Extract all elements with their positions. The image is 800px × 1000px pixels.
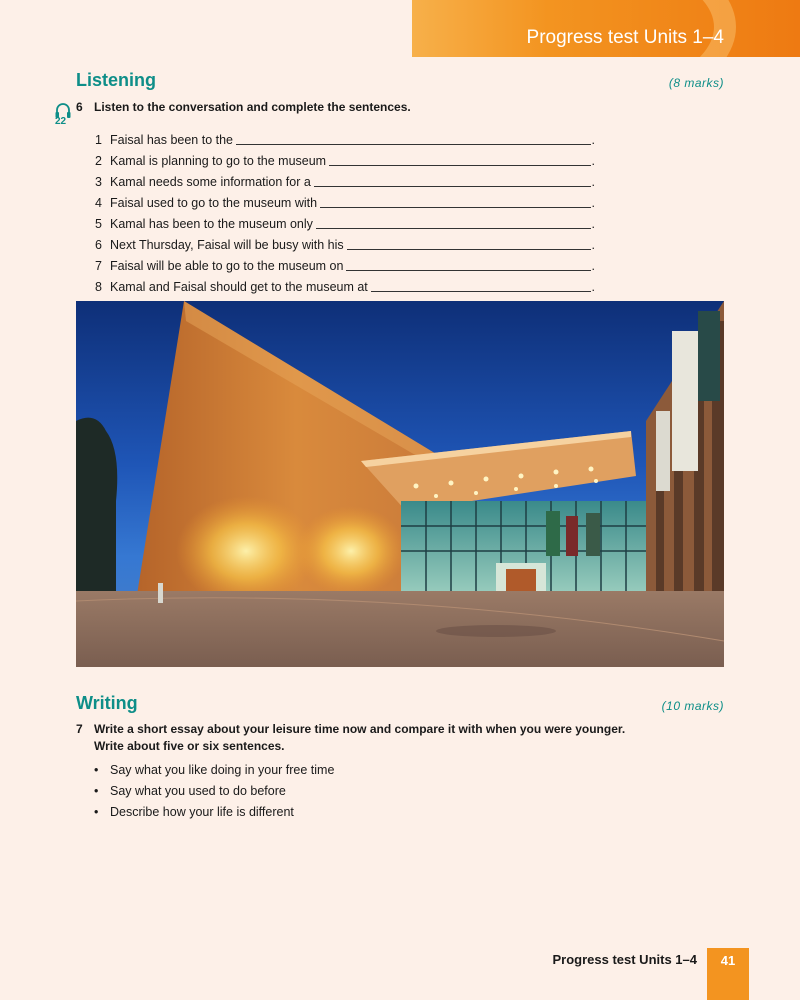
page-number-box: [707, 948, 749, 1000]
exercise-number: 6: [76, 100, 83, 114]
page-number: 41: [720, 953, 736, 968]
question-number: 6: [95, 238, 102, 252]
question-text: Faisal has been to the: [110, 133, 233, 147]
header-banner: [412, 0, 800, 57]
writing-bullet-list: [94, 763, 334, 826]
question-number: 3: [95, 175, 102, 189]
writing-instruction: [76, 721, 625, 755]
question-text: Faisal will be able to go to the museum on: [110, 259, 344, 273]
instruction-text-line1: Write a short essay about your leisure time now and compare it with when you were younger.: [94, 722, 626, 736]
answer-blank[interactable]: [346, 261, 590, 271]
question-number: 5: [95, 217, 102, 231]
question-item: 2 Kamal is planning to go to the museum .: [95, 154, 595, 168]
listening-instruction: [76, 99, 411, 116]
question-text: Kamal has been to the museum only: [110, 217, 313, 231]
bullet-icon: •: [94, 784, 99, 798]
question-text: Faisal used to go to the museum with: [110, 196, 318, 210]
question-item: 8 Kamal and Faisal should get to the museum at .: [95, 280, 595, 294]
answer-blank[interactable]: [314, 177, 591, 187]
question-number: 7: [95, 259, 102, 273]
exercise-number: 7: [76, 722, 83, 736]
question-item: 5 Kamal has been to the museum only .: [95, 217, 595, 231]
instruction-text: Listen to the conversation and complete the sentences.: [94, 100, 411, 114]
answer-blank[interactable]: [347, 240, 591, 250]
list-item: • Describe how your life is different: [94, 805, 334, 826]
listening-heading: Listening: [76, 70, 156, 90]
instruction-text-line2: Write about five or six sentences.: [94, 739, 285, 753]
list-item: • Say what you used to do before: [94, 784, 334, 805]
question-item: 6 Next Thursday, Faisal will be busy with his .: [95, 238, 595, 252]
question-number: 2: [95, 154, 102, 168]
question-item: 1 Faisal has been to the .: [95, 133, 595, 147]
header-title: Progress test Units 1–4: [526, 27, 724, 48]
question-text: Kamal is planning to go to the museum: [110, 154, 327, 168]
question-item: 3 Kamal needs some information for a .: [95, 175, 595, 189]
museum-photo: [76, 301, 724, 667]
bullet-icon: •: [94, 763, 99, 777]
answer-blank[interactable]: [371, 282, 591, 292]
question-text: Kamal and Faisal should get to the museum at: [110, 280, 368, 294]
question-text: Next Thursday, Faisal will be busy with his: [110, 238, 344, 252]
writing-heading: Writing: [76, 693, 138, 713]
answer-blank[interactable]: [329, 156, 590, 166]
question-number: 4: [95, 196, 102, 210]
question-number: 8: [95, 280, 102, 294]
list-item: • Say what you like doing in your free time: [94, 763, 334, 784]
question-number: 1: [95, 133, 102, 147]
answer-blank[interactable]: [316, 219, 591, 229]
question-item: 7 Faisal will be able to go to the museum on .: [95, 259, 595, 273]
answer-blank[interactable]: [320, 198, 590, 208]
question-text: Kamal needs some information for a: [110, 175, 311, 189]
footer-title: Progress test Units 1–4: [552, 952, 697, 967]
writing-marks: (10 marks): [661, 699, 724, 713]
audio-track-number: 22: [55, 116, 67, 127]
question-item: 4 Faisal used to go to the museum with .: [95, 196, 595, 210]
bullet-icon: •: [94, 805, 99, 819]
museum-illustration: [76, 301, 724, 667]
listening-marks: (8 marks): [668, 76, 724, 90]
question-list: [95, 126, 595, 294]
answer-blank[interactable]: [236, 135, 591, 145]
